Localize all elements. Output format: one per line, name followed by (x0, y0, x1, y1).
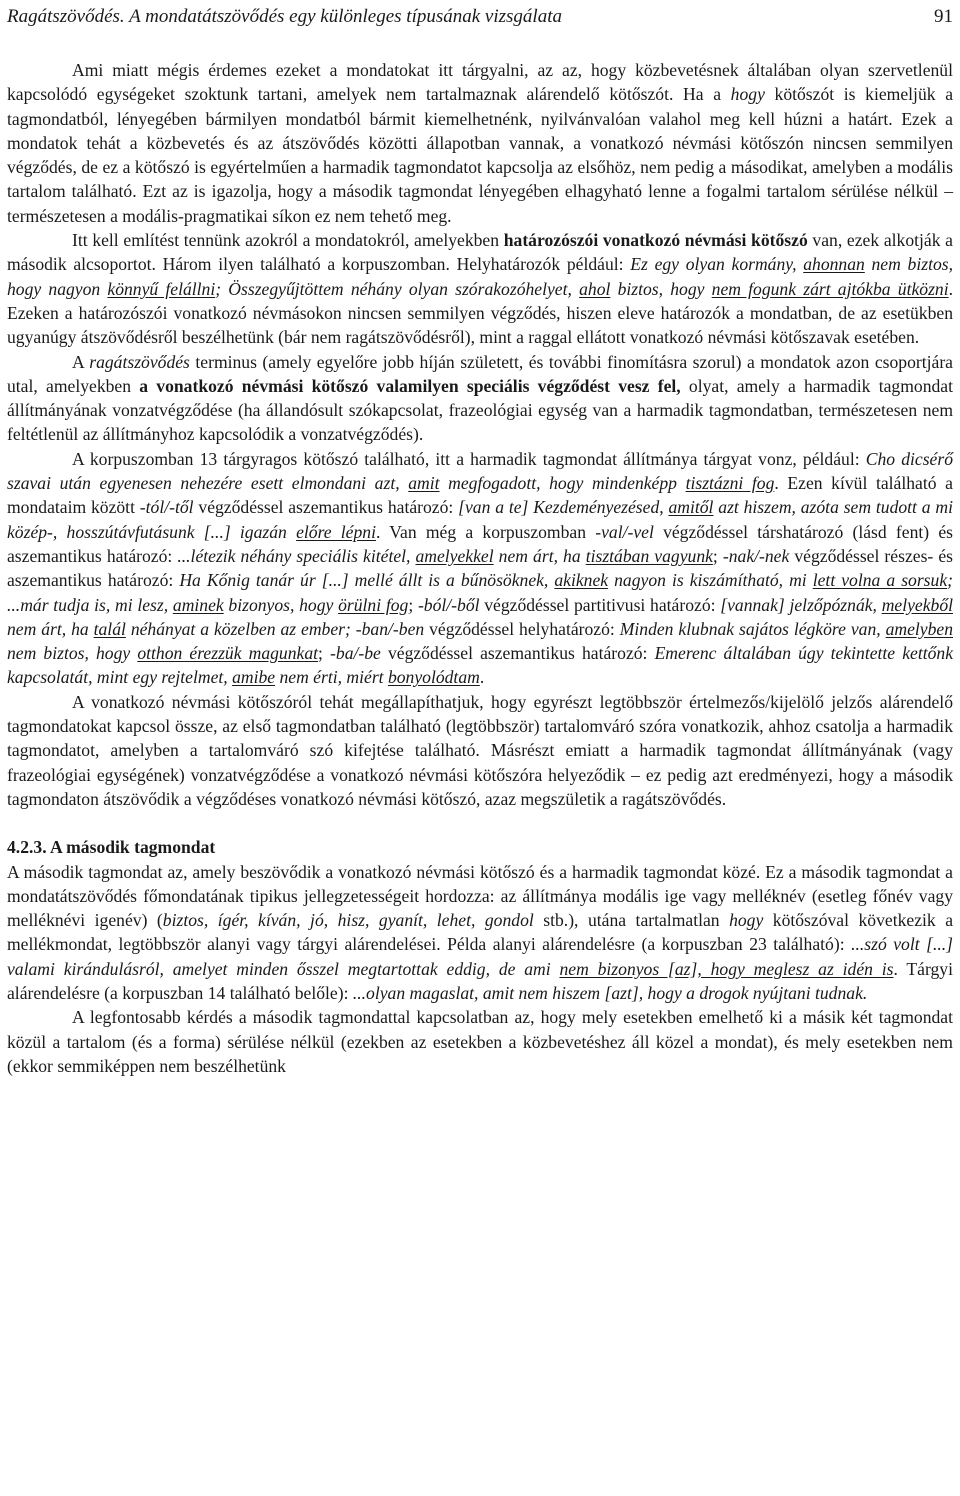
italic-phrase: biztos, hogy (610, 278, 712, 299)
italic-phrase: ...olyan magaslat, amit nem hiszem [azt], hogy a drogok nyújtani tudnak. (352, 982, 868, 1003)
text-run: végződéssel aszemantikus határozó: (193, 497, 459, 518)
text-run: . (479, 667, 485, 688)
italic-phrase: nem biztos, hogy nagyon (7, 254, 953, 299)
running-head (7, 2, 953, 31)
text-run: Ami miatt mégis érdemes ezeket a mondatokat itt tárgyalni, az az, hogy közbevetésnek általában olyan szervetlenül kapcsolódó egységeket szoktunk tartani, amelyek nem tartalmaznak alárendelő kötőszót. Ha a (7, 60, 953, 105)
text-run: ; (318, 643, 331, 664)
body-paragraph (7, 690, 953, 811)
italic-phrase: azt hiszem, azóta sem tudott a mi közép-, hosszútávfutásunk [...] igazán (7, 497, 953, 542)
italic-phrase: -tól/-től (139, 497, 194, 518)
underlined-phrase: aminek (172, 594, 224, 615)
italic-phrase: nem biztos, hogy (7, 643, 138, 664)
underlined-phrase: örülni fog (338, 594, 409, 615)
italic-phrase: Cho dicsérő szavai után egyenesen nehezére esett elmondani azt, (7, 448, 953, 494)
italic-phrase: megfogadott, hogy mindenképp (439, 473, 686, 494)
underlined-phrase: nem bizonyos [az], hogy meglesz az idén is (559, 958, 894, 979)
text-run: . Ezeken a határozószói vonatkozó névmásokon nincsen semmilyen végződés, hiszen eleve határozók a mondatban, de az esetükben ugyanúgy átszövődésről beszélhetünk (bár nem ragátszövődésről), mint a raggal ellátott vonatkozó névmási kötőszavak esetében. (7, 278, 954, 348)
text-run: kötőszóval következik a mellékmondat, legtöbbször alanyi vagy tárgyi alárendelései. Példa alanyi alárendelésre (a korpuszban 23 található): (7, 910, 954, 955)
underlined-phrase: amibe (232, 667, 276, 688)
text-run: Itt kell említést tennünk azokról a mondatokról, amelyekben (72, 230, 504, 251)
text-run: A legfontosabb kérdés a második tagmondattal kapcsolatban az, hogy mely esetekben emelhető ki a másik két tagmondat közül a tartalom (és a forma) sérülése nélkül (ezekben az esetekben a közbevetéshez áll közel a mondat), és mely esetekben nem (ekkor semmiképpen nem beszélhetünk (7, 1007, 953, 1076)
italic-phrase: bizonyos, hogy (223, 594, 339, 615)
italic-phrase: ; ...már tudja is, mi lesz, (7, 570, 953, 615)
underlined-phrase: lett volna a sorsuk (812, 570, 948, 591)
text-run: stb.), utána tartalmatlan (533, 910, 730, 931)
italic-phrase: hogy (730, 84, 765, 105)
underlined-phrase: ahonnan (803, 254, 865, 275)
text-run: végződéssel részes- és aszemantikus határozó: (7, 545, 953, 591)
italic-phrase: -ból/-ből (417, 594, 480, 615)
page-number: 91 (934, 6, 953, 27)
text-run: A (72, 351, 90, 372)
body-paragraph (7, 58, 953, 228)
italic-phrase: biztos, ígér, kíván, jó, hisz, gyanít, lehet, gondol (162, 910, 534, 931)
underlined-phrase: akiknek (554, 570, 609, 591)
italic-phrase: nem árt, ha (493, 545, 586, 566)
underlined-phrase: tisztázni fog (685, 473, 775, 494)
underlined-phrase: talál (93, 618, 126, 639)
text-run: kötőszót is kiemeljük a tagmondatból, lényegében bármilyen mondatból bármit kiemelhetnénk, nyilvánvalóan valahol meg kell húzni a határt. Ezek a mondatok tehát a közbevetés és az átszövődés közötti állapotban vannak, a vonatkozó névmási kötőszón nincsen semmilyen végződés, de ez a kötőszó is egyértelműen a harmadik tagmondatot kapcsolja az elsőhöz, nem pedig a másodikat, amelyben a modális tartalom található. Ezt az is igazolja, hogy a második tagmondat lényegében elhagyható lenne a fogalmi tartalom sérülése nélkül – természetesen a modális-pragmatikai síkon ez nem tehető meg. (7, 84, 954, 226)
underlined-phrase: amit (408, 473, 440, 494)
text-run: végződéssel partitivusi határozó: (479, 594, 721, 615)
text-run: terminus (amely egyelőre jobb híján született, és további finomításra szorul) a mondatok azon csoportjára utal, amelyekben (7, 351, 953, 396)
text-run: van, ezek alkotják a második alcsoportot. Három ilyen található a korpuszomban. Helyhatározók például: (7, 230, 953, 275)
underlined-phrase: könnyű felállni (107, 278, 216, 299)
underlined-phrase: amelyekkel (415, 545, 494, 566)
text-run: végződéssel aszemantikus határozó: (380, 643, 655, 664)
text-run: . Van még a korpuszomban (375, 521, 596, 542)
text-run: ; (712, 545, 723, 566)
underlined-phrase: melyekből (881, 594, 953, 615)
italic-phrase: ...szó volt [...] valami kirándulásról, amelyet minden ősszel megtartottak eddig, de ami (7, 934, 953, 979)
italic-phrase: nem érti, miért (275, 667, 388, 688)
body-text (7, 58, 953, 1078)
underlined-phrase: előre lépni (296, 521, 376, 542)
italic-phrase: -ba/-be (330, 643, 381, 664)
body-paragraph (7, 860, 953, 1006)
running-title: Ragátszövődés. A mondatátszövődés egy különleges típusának vizsgálata (7, 6, 562, 27)
italic-phrase: [van a te] Kezdeményezésed, (458, 497, 669, 518)
italic-phrase: [vannak] jelzőpóznák, (720, 594, 882, 615)
italic-phrase: Ha Kőnig tanár úr [...] mellé állt is a bűnösöknek, (179, 570, 555, 591)
italic-phrase: Ez egy olyan kormány, (630, 254, 804, 275)
italic-phrase: hogy (729, 910, 764, 931)
underlined-phrase: tisztában vagyunk (585, 545, 713, 566)
italic-phrase: néhányat a közelben az ember; (125, 618, 356, 639)
italic-phrase: ; Összegyűjtöttem néhány olyan szórakozóhelyet, (215, 278, 580, 299)
underlined-phrase: bonyolódtam (387, 667, 480, 688)
italic-phrase: -val/-vel (595, 521, 654, 542)
section-gap (7, 811, 953, 835)
underlined-phrase: nem fogunk zárt ajtókba ütközni (711, 278, 949, 299)
text-run: végződéssel helyhatározó: (424, 618, 620, 639)
text-run: olyat, amely a harmadik tagmondat állítmányának vonzatvégződése (ha állandósult szókapcsolat, frazeológiai egység van a harmadik tagmondatban, természetesen nem feltétlenül az állítmányhoz kapcsolódik a vonzatvégződés). (7, 375, 953, 445)
underlined-phrase: otthon érezzük magunkat (137, 643, 319, 664)
italic-phrase: Minden klubnak sajátos légköre van, (619, 618, 886, 639)
text-run: . Tárgyi alárendelésre (a korpuszban 14 található belőle): (7, 958, 953, 1003)
text-run: ; (408, 594, 418, 615)
body-paragraph (7, 350, 953, 447)
text-run: végződéssel társhatározó (lásd fent) és aszemantikus határozó: (7, 521, 954, 566)
body-paragraph (7, 447, 953, 690)
body-paragraph (7, 1005, 953, 1078)
italic-phrase: Emerenc általában úgy tekintette kettőnk kapcsolatát, mint egy rejtelmet, (7, 643, 954, 688)
italic-phrase: nagyon is kiszámítható, mi (608, 570, 813, 591)
text-run: . Ezen kívül található a mondataim között (7, 473, 953, 518)
italic-phrase: -nak/-nek (722, 545, 790, 566)
italic-phrase: ragátszövődés (89, 351, 190, 372)
underlined-phrase: amelyben (885, 618, 954, 639)
text-run: A második tagmondat az, amely beszövődik a vonatkozó névmási kötőszó és a harmadik tagmondat közé. Ez a második tagmondat a mondatátszövődés főmondatának tipikus jellegzetességeit hordozza: az állítmánya modális ige vagy melléknév (esetleg főnév vagy melléknévi igenév) ( (7, 861, 953, 931)
italic-phrase: nem árt, ha (7, 618, 94, 639)
body-paragraph (7, 228, 953, 349)
italic-phrase: -ban/-ben (355, 618, 425, 639)
bold-phrase: a vonatkozó névmási kötőszó valamilyen speciális végződést vesz fel, (139, 375, 681, 396)
section-heading: 4.2.3. A második tagmondat (7, 837, 216, 858)
italic-phrase: ...létezik néhány speciális kitétel, (177, 545, 416, 566)
bold-phrase: határozószói vonatkozó névmási kötőszó (503, 230, 808, 251)
text-run: A vonatkozó névmási kötőszóról tehát megállapíthatjuk, hogy egyrészt legtöbbször értelmezős/kijelölő jelzős alárendelő tagmondatokat kapcsol össze, az első tagmondatban található (legtöbbször) tartalomváró szóra vonatkozik, ahhoz csatolja a harmadik tagmondatot, amelyben a tartalomváró szó kifejtése található. Másrészt emiatt a harmadik tagmondat állítmányának (vagy frazeológiai egységének) vonzatvégződése a vonatkozó névmási kötőszóra helyeződik – ez pedig azt eredményezi, hogy a második tagmondaton átszövődik a végződéses vonatkozó névmási kötőszó, azaz megszületik a ragátszövődés. (7, 691, 953, 809)
underlined-phrase: amitől (668, 497, 714, 518)
underlined-phrase: ahol (579, 278, 611, 299)
text-run: A korpuszomban 13 tárgyragos kötőszó található, itt a harmadik tagmondat állítmánya tárgyat vonz, például: (72, 448, 866, 469)
